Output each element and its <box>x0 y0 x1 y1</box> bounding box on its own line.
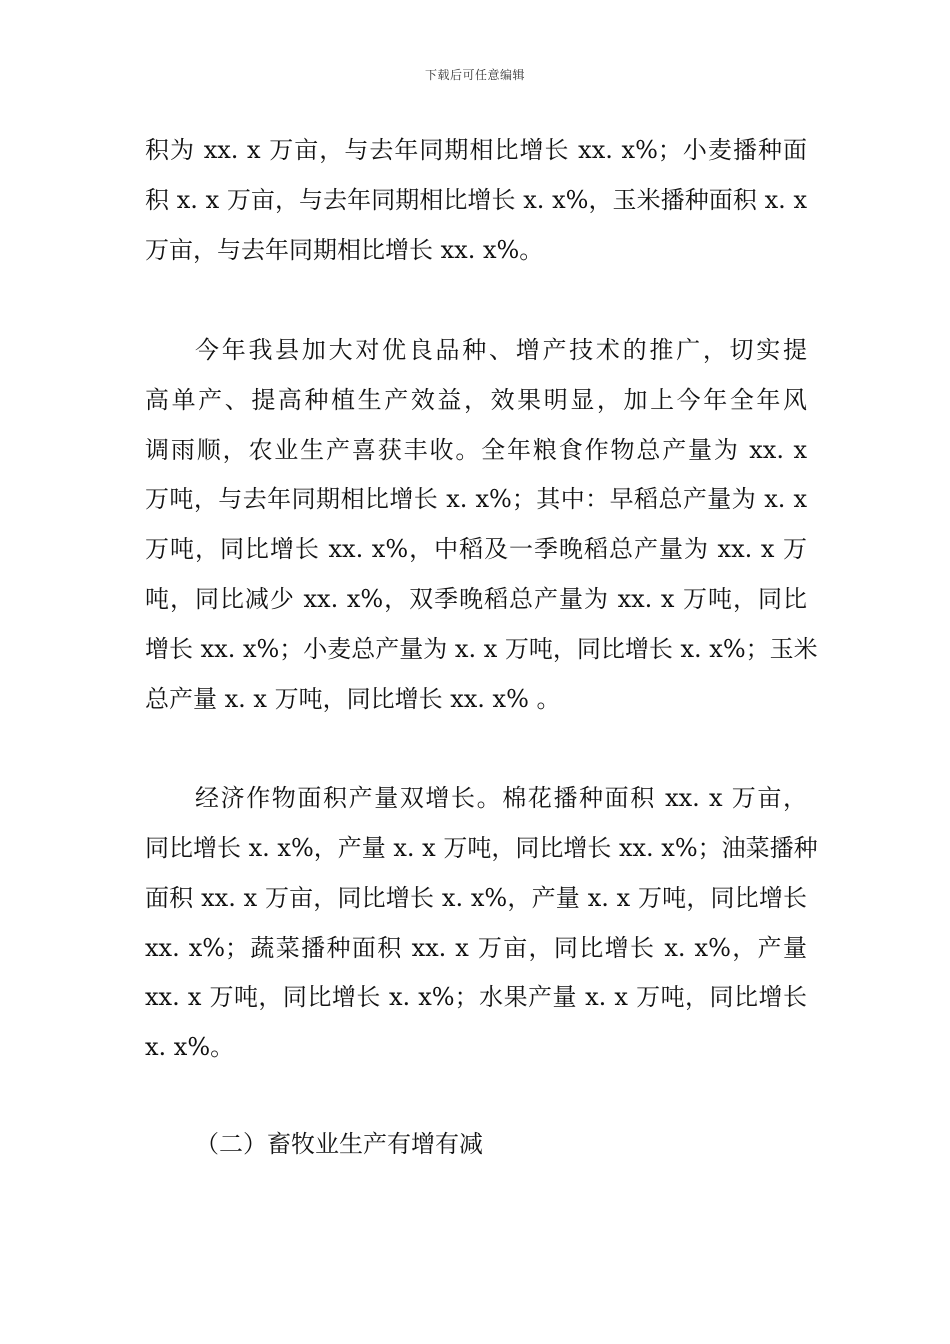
paragraph-3-line-6: x. x%。 <box>145 1033 235 1061</box>
paragraph-2-line-1: 今年我县加大对优良品种、增产技术的推广，切实提 <box>195 336 807 364</box>
paragraph-2-line-7: 增长 xx. x%；小麦总产量为 x. x 万吨，同比增长 x. x%；玉米 <box>145 635 818 663</box>
section-heading: （二）畜牧业生产有增有减 <box>195 1130 483 1158</box>
paragraph-2-line-4: 万吨，与去年同期相比增长 x. x%；其中：早稻总产量为 x. x <box>145 485 807 513</box>
paragraph-2-line-6: 吨，同比减少 xx. x%，双季晚稻总产量为 xx. x 万吨，同比 <box>145 585 807 613</box>
page-header: 下载后可任意编辑 <box>424 68 525 82</box>
paragraph-2-line-8: 总产量 x. x 万吨，同比增长 xx. x% 。 <box>145 685 561 713</box>
paragraph-3-line-5: xx. x 万吨，同比增长 x. x%；水果产量 x. x 万吨，同比增长 <box>145 983 807 1011</box>
paragraph-3-line-3: 面积 xx. x 万亩，同比增长 x. x%，产量 x. x 万吨，同比增长 <box>145 884 807 912</box>
paragraph-2-line-5: 万吨，同比增长 xx. x%，中稻及一季晚稻总产量为 xx. x 万 <box>145 535 807 563</box>
paragraph-3-line-4: xx. x%；蔬菜播种面积 xx. x 万亩，同比增长 x. x%，产量 <box>145 934 807 962</box>
paragraph-1-line-2: 积 x. x 万亩，与去年同期相比增长 x. x%，玉米播种面积 x. x <box>145 186 807 214</box>
paragraph-2-line-3: 调雨顺，农业生产喜获丰收。全年粮食作物总产量为 xx. x <box>145 436 807 464</box>
paragraph-1-line-1: 积为 xx. x 万亩，与去年同期相比增长 xx. x%；小麦播种面 <box>145 136 807 164</box>
paragraph-1-line-3: 万亩，与去年同期相比增长 xx. x%。 <box>145 236 544 264</box>
paragraph-3-line-2: 同比增长 x. x%，产量 x. x 万吨，同比增长 xx. x%；油菜播种 <box>145 834 818 862</box>
paragraph-2-line-2: 高单产、提高种植生产效益，效果明显，加上今年全年风 <box>145 386 807 414</box>
paragraph-3-line-1: 经济作物面积产量双增长。棉花播种面积 xx. x 万亩， <box>195 784 807 812</box>
